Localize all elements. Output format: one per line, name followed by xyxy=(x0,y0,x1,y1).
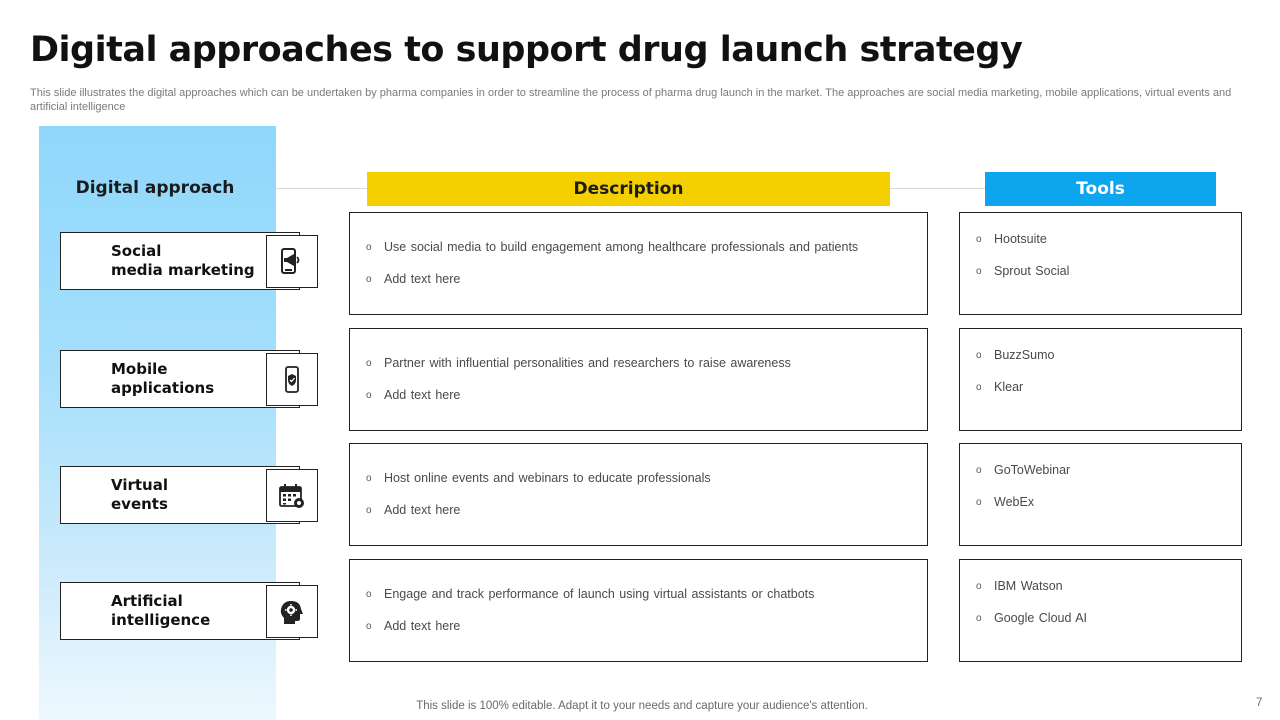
description-box-virtual-events xyxy=(349,443,928,546)
description-item: o Engage and track performance of launch using virtual assistants or chatbots xyxy=(366,587,815,601)
approach-label: Mobile applications xyxy=(111,360,215,397)
mobile-shield-icon xyxy=(266,353,318,406)
approach-card-social-media[interactable] xyxy=(60,232,300,290)
approach-label: Social media marketing xyxy=(111,242,255,279)
approach-column-header: Digital approach xyxy=(75,178,235,198)
tool-item: o IBM Watson xyxy=(976,579,1063,593)
description-item: o Use social media to build engagement among healthcare professionals and patients xyxy=(366,240,859,254)
description-item: o Add text here xyxy=(366,272,461,286)
description-box-mobile-applications xyxy=(349,328,928,431)
description-box-artificial-intelligence xyxy=(349,559,928,662)
tools-box-artificial-intelligence xyxy=(959,559,1242,662)
approach-card-virtual-events[interactable] xyxy=(60,466,300,524)
tool-item: o Hootsuite xyxy=(976,232,1047,246)
tool-item: o Google Cloud AI xyxy=(976,611,1088,625)
tool-item: o Sprout Social xyxy=(976,264,1070,278)
description-item: o Host online events and webinars to educate professionals xyxy=(366,471,711,485)
approach-label: Virtual events xyxy=(111,476,168,513)
slide-footer: This slide is 100% editable. Adapt it to your needs and capture your audience's attention. xyxy=(416,700,868,712)
mobile-megaphone-icon xyxy=(266,235,318,288)
tool-item: o WebEx xyxy=(976,495,1035,509)
description-item: o Add text here xyxy=(366,503,461,517)
calendar-icon xyxy=(266,469,318,522)
tools-column-header: Tools xyxy=(985,172,1216,206)
description-item: o Add text here xyxy=(366,388,461,402)
approach-label: Artificial intelligence xyxy=(111,592,211,629)
page-number: 7 xyxy=(1256,697,1263,709)
tool-item: o Klear xyxy=(976,380,1024,394)
ai-head-gear-icon xyxy=(266,585,318,638)
slide-subtitle: This slide illustrates the digital approaches which can be undertaken by pharma companies in order to streamline the process of pharma drug launch in the market. The approaches are social media marketing, mobile applications, virtual events and artificial intelligence xyxy=(30,87,1232,113)
description-item: o Add text here xyxy=(366,619,461,633)
tools-box-mobile-applications xyxy=(959,328,1242,431)
description-column-header: Description xyxy=(367,172,890,206)
description-item: o Partner with influential personalities and researchers to raise awareness xyxy=(366,356,791,370)
description-box-social-media xyxy=(349,212,928,315)
tools-box-social-media xyxy=(959,212,1242,315)
tools-box-virtual-events xyxy=(959,443,1242,546)
approach-card-artificial-intelligence[interactable] xyxy=(60,582,300,640)
tool-item: o GoToWebinar xyxy=(976,463,1071,477)
slide-title: Digital approaches to support drug launch strategy xyxy=(30,30,1023,70)
approach-card-mobile-applications[interactable] xyxy=(60,350,300,408)
tool-item: o BuzzSumo xyxy=(976,348,1055,362)
